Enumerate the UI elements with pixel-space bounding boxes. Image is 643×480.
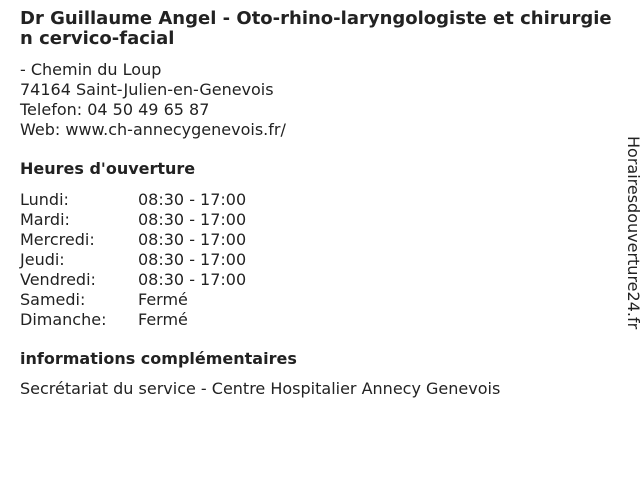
day-label: Lundi: bbox=[20, 190, 69, 209]
side-brand-watermark bbox=[623, 136, 643, 344]
hours-row-tuesday bbox=[20, 210, 616, 230]
hours-row-thursday bbox=[20, 250, 616, 270]
brand-text: Horairesdouverture24.fr bbox=[624, 136, 643, 330]
time-value: 08:30 - 17:00 bbox=[138, 270, 247, 289]
day-label: Jeudi: bbox=[20, 250, 65, 269]
time-value: Fermé bbox=[138, 310, 188, 329]
opening-hours-heading: Heures d'ouverture bbox=[20, 159, 196, 178]
additional-info-heading: informations complémentaires bbox=[20, 349, 297, 368]
hours-row-saturday bbox=[20, 290, 616, 310]
time-value: 08:30 - 17:00 bbox=[138, 230, 247, 249]
address-block bbox=[20, 60, 616, 140]
time-value: 08:30 - 17:00 bbox=[138, 190, 247, 209]
day-label: Mercredi: bbox=[20, 230, 95, 249]
time-value: Fermé bbox=[138, 290, 188, 309]
address-street: - Chemin du Loup bbox=[20, 60, 162, 79]
hours-row-monday bbox=[20, 190, 616, 210]
additional-info-text: Secrétariat du service - Centre Hospitalier Annecy Genevois bbox=[20, 379, 501, 398]
hours-row-wednesday bbox=[20, 230, 616, 250]
opening-hours-table bbox=[20, 190, 616, 330]
listing-content bbox=[20, 9, 616, 399]
hours-row-friday bbox=[20, 270, 616, 290]
page-title: Dr Guillaume Angel - Oto-rhino-laryngologiste et chirurgien cervico-facial bbox=[20, 8, 612, 49]
hours-row-sunday bbox=[20, 310, 616, 330]
day-label: Samedi: bbox=[20, 290, 86, 309]
day-label: Vendredi: bbox=[20, 270, 96, 289]
address-city: 74164 Saint-Julien-en-Genevois bbox=[20, 80, 274, 99]
phone-number: Telefon: 04 50 49 65 87 bbox=[20, 100, 210, 119]
time-value: 08:30 - 17:00 bbox=[138, 250, 247, 269]
day-label: Mardi: bbox=[20, 210, 70, 229]
day-label: Dimanche: bbox=[20, 310, 107, 329]
website-link: Web: www.ch-annecygenevois.fr/ bbox=[20, 120, 286, 139]
time-value: 08:30 - 17:00 bbox=[138, 210, 247, 229]
